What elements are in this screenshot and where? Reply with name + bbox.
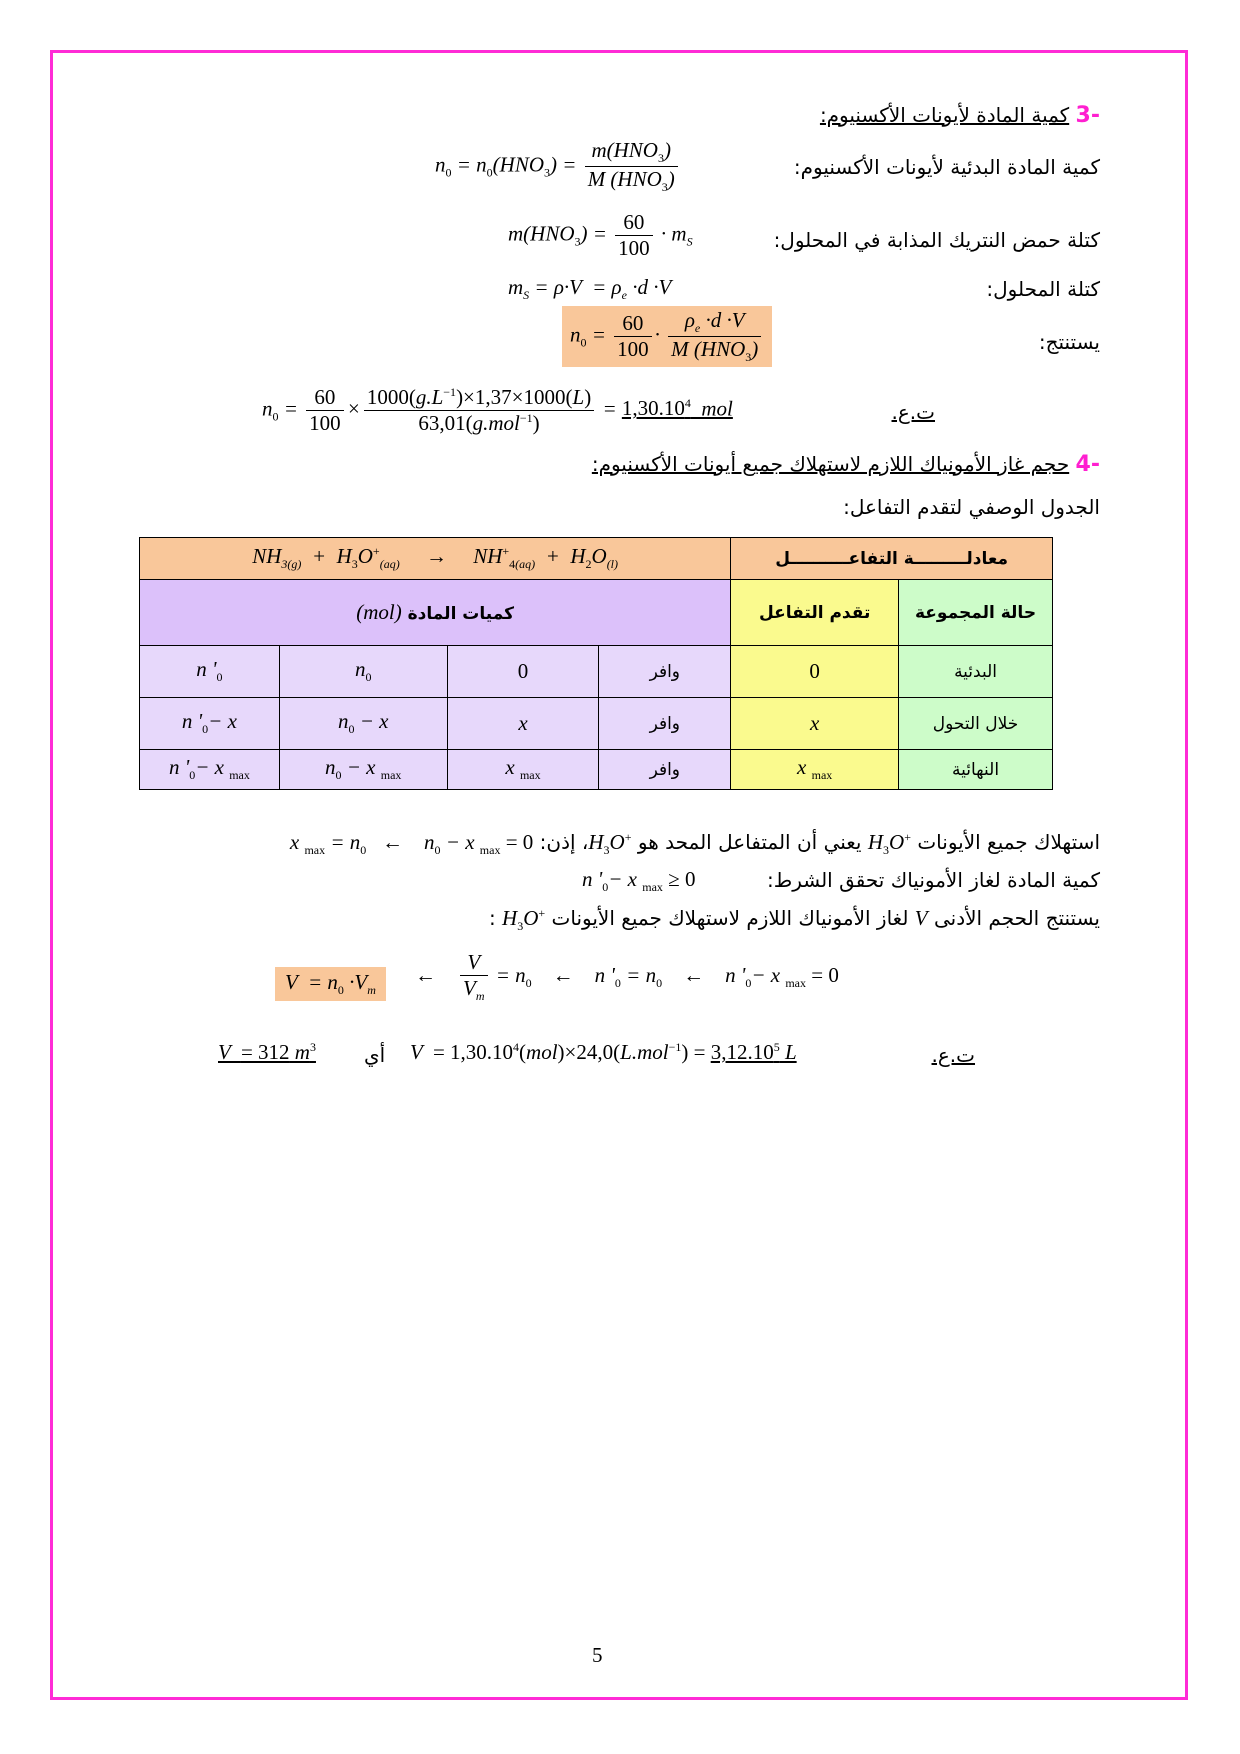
solution-mass-label: كتلة المحلول: <box>986 277 1100 301</box>
state-label: النهائية <box>899 750 1053 790</box>
nh3-quantity: n '$_0- x$ <box>140 698 280 750</box>
formula-volume-result: $V = n_0 \cdot V_m$ <box>275 967 386 1001</box>
formula-n0: $n_0 = n_0(HNO_3)$ = $\frac{m(HNO_3)}{M (HNO_3)}$ <box>435 138 681 195</box>
nh3-quantity: n '$_0$ <box>140 646 280 698</box>
advancement-table <box>139 537 1053 790</box>
table-row <box>140 646 1053 698</box>
formula-volume-final: V = 312 $m^3$ <box>218 1040 316 1064</box>
nh4-quantity: x <box>447 698 599 750</box>
state-label: البدئية <box>899 646 1053 698</box>
advance-value: x $_{max}$ <box>731 750 899 790</box>
initial-quantity-label: كمية المادة البدئية لأيونات الأكسنيوم: <box>793 155 1100 179</box>
water-quantity: وافر <box>599 698 731 750</box>
formula-volume-numeric: $V = 1,30.10^4(mol)\times 24,0(L.mol^{-1}) = 3,12.10^5$ L <box>410 1040 797 1064</box>
ammonia-condition-label: كمية المادة لغاز الأمونياك تحقق الشرط: <box>766 868 1100 892</box>
limiting-reactant-sentence: استهلاك جميع الأيونات $H_3O^+$ يعني أن المتفاعل المحد هو $H_3O^+،$ إذن: x $_{max} = n_0$ ← $n_0 - x$ $_{max}$ = 0 <box>289 830 1100 858</box>
table-intro: الجدول الوصفي لتقدم التفاعل: <box>843 495 1100 519</box>
section-number: -3 <box>1075 103 1100 128</box>
water-quantity: وافر <box>599 646 731 698</box>
quantities-header: كميات المادة (mol) <box>140 580 731 646</box>
formula-acid-mass: $m(HNO_3)$ = $\frac{60}{100}$ · $m_S$ <box>508 210 693 260</box>
equation-header: معادلـــــــــة التفاعــــــــــل <box>731 538 1053 580</box>
state-label: خلال التحول <box>899 698 1053 750</box>
table-row <box>140 750 1053 790</box>
acid-mass-label: كتلة حمض النتريك المذابة في المحلول: <box>773 228 1100 252</box>
formula-n0-result: $n_0$ = $\frac{60}{100}$ · $\frac{\rho_e \cdot d \cdot V}{M (HNO_3)}$ <box>562 306 772 367</box>
section-title: حجم غاز الأمونياك اللازم لاستهلاك جميع أيونات الأكسنيوم: <box>591 452 1070 476</box>
state-header: حالة المجموعة <box>899 580 1053 646</box>
water-quantity: وافر <box>599 750 731 790</box>
h3o-quantity: $n_0 - x$ $_{max}$ <box>279 750 447 790</box>
nh3-quantity: n '$_0- x$ $_{max}$ <box>140 750 280 790</box>
section-3-heading <box>820 103 1100 128</box>
advance-header: تقدم التفاعل <box>731 580 899 646</box>
formula-volume-derivation: ← $\frac{V}{V_m}$ = $n_0$ ← n '$_0 = n_0$ ← n '$_0- x$ $_{max}$ = 0 <box>415 950 839 1004</box>
minimum-volume-sentence: يستنتج الحجم الأدنى V لغاز الأمونياك اللازم لاستهلاك جميع الأيونات $H_3O^+$ : <box>488 906 1100 934</box>
numerical-application-label: ت.ع. <box>931 1043 975 1067</box>
section-title: كمية المادة لأيونات الأكسنيوم: <box>819 103 1070 127</box>
advance-value: x <box>731 698 899 750</box>
advance-value: 0 <box>731 646 899 698</box>
table-row <box>140 698 1053 750</box>
formula-solution-mass: $m_S = \rho\cdot V = \rho_e \cdot d \cdot V$ <box>508 275 672 303</box>
unit: mol <box>363 600 395 624</box>
nh4-quantity: x $_{max}$ <box>447 750 599 790</box>
nh4-quantity: 0 <box>447 646 599 698</box>
section-number: -4 <box>1075 452 1100 477</box>
numerical-application-label: ت.ع. <box>891 400 935 424</box>
deduce-label: يستنتج: <box>1038 330 1100 354</box>
formula-n0-numeric: $n_0$ = $\frac{60}{100}$ × $\frac{1000(g.L^{-1})\times 1,37\times 1000(L)}{63,01(g.mol^{-1})}$ = $1,30.10^4$ mol <box>262 385 733 435</box>
h3o-quantity: $n_0 - x$ <box>279 698 447 750</box>
reaction-equation: $NH_{3(g)} + H_3O^+_{(aq)}$ → $NH^+_{4(aq)} + H_2O_{(l)}$ <box>140 538 731 580</box>
ammonia-condition: n '$_0- x$ $_{max}$ ≥ 0 <box>582 867 696 895</box>
section-4-heading <box>592 452 1100 477</box>
h3o-quantity: $n_0$ <box>279 646 447 698</box>
ay-label: أي <box>364 1043 386 1067</box>
page-number: 5 <box>592 1643 603 1667</box>
